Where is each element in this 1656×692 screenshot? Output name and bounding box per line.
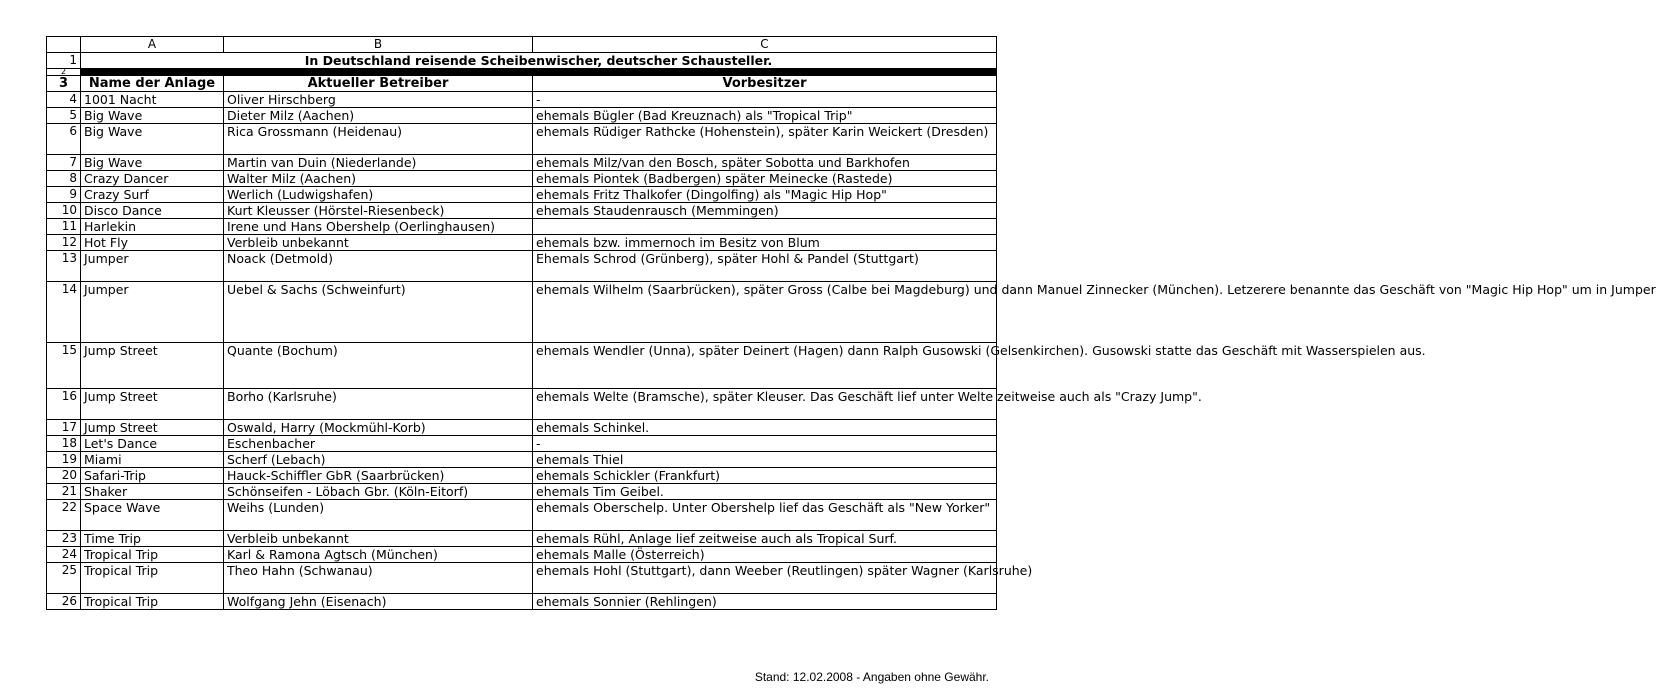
- operator-cell[interactable]: Borho (Karlsruhe): [224, 389, 533, 420]
- row-number[interactable]: 23: [47, 531, 81, 547]
- row-number[interactable]: 13: [47, 251, 81, 282]
- operator-cell[interactable]: Hauck-Schiffler GbR (Saarbrücken): [224, 468, 533, 484]
- previous-owner-cell[interactable]: ehemals Oberschelp. Unter Obershelp lief das Geschäft als "New Yorker": [533, 500, 997, 531]
- corner-cell[interactable]: [47, 37, 81, 53]
- name-cell[interactable]: Disco Dance: [81, 203, 224, 219]
- operator-cell[interactable]: Karl & Ramona Agtsch (München): [224, 547, 533, 563]
- operator-cell[interactable]: Schönseifen - Löbach Gbr. (Köln-Eitorf): [224, 484, 533, 500]
- column-header-a[interactable]: A: [81, 37, 224, 53]
- table-row: [47, 594, 997, 610]
- previous-owner-cell[interactable]: ehemals Welte (Bramsche), später Kleuser. Das Geschäft lief unter Welte zeitweise auch als "Crazy Jump".: [533, 389, 997, 420]
- previous-owner-cell[interactable]: ehemals Milz/van den Bosch, später Sobotta und Barkhofen: [533, 155, 997, 171]
- operator-cell[interactable]: Walter Milz (Aachen): [224, 171, 533, 187]
- previous-owner-cell[interactable]: ehemals Wendler (Unna), später Deinert (Hagen) dann Ralph Gusowski (Gelsenkirchen). Gusowski statte das Geschäft mit Wasserspielen aus.: [533, 343, 997, 389]
- operator-cell[interactable]: Scherf (Lebach): [224, 452, 533, 468]
- previous-owner-cell[interactable]: ehemals Schickler (Frankfurt): [533, 468, 997, 484]
- name-cell[interactable]: Crazy Surf: [81, 187, 224, 203]
- row-number[interactable]: 6: [47, 124, 81, 155]
- row-number[interactable]: 10: [47, 203, 81, 219]
- row-number[interactable]: 12: [47, 235, 81, 251]
- table-header-row: [47, 76, 997, 92]
- previous-owner-cell[interactable]: ehemals Tim Geibel.: [533, 484, 997, 500]
- row-number[interactable]: 4: [47, 92, 81, 108]
- row-number[interactable]: 16: [47, 389, 81, 420]
- previous-owner-cell[interactable]: ehemals Thiel: [533, 452, 997, 468]
- table-row: [47, 155, 997, 171]
- previous-owner-cell[interactable]: -: [533, 92, 997, 108]
- name-cell[interactable]: Miami: [81, 452, 224, 468]
- table-row: [47, 235, 997, 251]
- row-number[interactable]: 22: [47, 500, 81, 531]
- name-cell[interactable]: Time Trip: [81, 531, 224, 547]
- operator-cell[interactable]: Rica Grossmann (Heidenau): [224, 124, 533, 155]
- name-cell[interactable]: Crazy Dancer: [81, 171, 224, 187]
- name-cell[interactable]: Hot Fly: [81, 235, 224, 251]
- table-row: [47, 203, 997, 219]
- column-header-row: [47, 37, 997, 53]
- previous-owner-cell[interactable]: -: [533, 436, 997, 452]
- operator-cell[interactable]: Eschenbacher: [224, 436, 533, 452]
- header-operator-cell[interactable]: Aktueller Betreiber: [224, 76, 533, 92]
- name-cell[interactable]: Tropical Trip: [81, 594, 224, 610]
- row-number[interactable]: 3: [47, 76, 81, 92]
- header-name-cell[interactable]: Name der Anlage: [81, 76, 224, 92]
- operator-cell[interactable]: Martin van Duin (Niederlande): [224, 155, 533, 171]
- name-cell[interactable]: Jump Street: [81, 389, 224, 420]
- row-number[interactable]: 14: [47, 282, 81, 343]
- previous-owner-cell[interactable]: ehemals Rüdiger Rathcke (Hohenstein), später Karin Weickert (Dresden): [533, 124, 997, 155]
- sheet-title[interactable]: In Deutschland reisende Scheibenwischer, deutscher Schausteller.: [81, 53, 997, 69]
- name-cell[interactable]: Safari-Trip: [81, 468, 224, 484]
- row-number[interactable]: 25: [47, 563, 81, 594]
- spreadsheet-table: [46, 36, 1656, 610]
- table-row: [47, 219, 997, 235]
- operator-cell[interactable]: Werlich (Ludwigshafen): [224, 187, 533, 203]
- row-number[interactable]: 26: [47, 594, 81, 610]
- column-header-b[interactable]: B: [224, 37, 533, 53]
- operator-cell[interactable]: Noack (Detmold): [224, 251, 533, 282]
- name-cell[interactable]: Big Wave: [81, 155, 224, 171]
- row-number[interactable]: 24: [47, 547, 81, 563]
- row-number[interactable]: 20: [47, 468, 81, 484]
- table-row: [47, 563, 997, 594]
- previous-owner-cell[interactable]: ehemals Bügler (Bad Kreuznach) als "Tropical Trip": [533, 108, 997, 124]
- operator-cell[interactable]: Verbleib unbekannt: [224, 235, 533, 251]
- name-cell[interactable]: Big Wave: [81, 124, 224, 155]
- operator-cell[interactable]: Oswald, Harry (Mockmühl-Korb): [224, 420, 533, 436]
- operator-cell[interactable]: Irene und Hans Obershelp (Oerlinghausen): [224, 219, 533, 235]
- table-row: [47, 500, 997, 531]
- table-row: [47, 124, 997, 155]
- previous-owner-cell[interactable]: ehemals bzw. immernoch im Besitz von Blum: [533, 235, 997, 251]
- name-cell[interactable]: Harlekin: [81, 219, 224, 235]
- column-header-c[interactable]: C: [533, 37, 997, 53]
- row-number[interactable]: 8: [47, 171, 81, 187]
- previous-owner-cell[interactable]: ehemals Fritz Thalkofer (Dingolfing) als "Magic Hip Hop": [533, 187, 997, 203]
- previous-owner-cell[interactable]: ehemals Wilhelm (Saarbrücken), später Gross (Calbe bei Magdeburg) und dann Manuel Zinnecker (München). Letzerere benannte das Geschäft von "Magic Hip Hop" um in Jumper: [533, 282, 997, 343]
- table-row: [47, 547, 997, 563]
- table-row: [47, 531, 997, 547]
- operator-cell[interactable]: Verbleib unbekannt: [224, 531, 533, 547]
- table-row: [47, 452, 997, 468]
- row-number[interactable]: 5: [47, 108, 81, 124]
- name-cell[interactable]: Jump Street: [81, 343, 224, 389]
- spacer-row: [47, 69, 997, 76]
- name-cell[interactable]: Shaker: [81, 484, 224, 500]
- table-row: [47, 171, 997, 187]
- name-cell[interactable]: Tropical Trip: [81, 563, 224, 594]
- footer-note: Stand: 12.02.2008 - Angaben ohne Gewähr.: [754, 670, 989, 684]
- name-cell[interactable]: Jump Street: [81, 420, 224, 436]
- previous-owner-cell[interactable]: ehemals Piontek (Badbergen) später Meinecke (Rastede): [533, 171, 997, 187]
- black-band: [81, 69, 997, 76]
- row-number[interactable]: 9: [47, 187, 81, 203]
- operator-cell[interactable]: Wolfgang Jehn (Eisenach): [224, 594, 533, 610]
- name-cell[interactable]: Jumper: [81, 282, 224, 343]
- table-row: [47, 389, 997, 420]
- table-row: [47, 420, 997, 436]
- operator-cell[interactable]: Dieter Milz (Aachen): [224, 108, 533, 124]
- operator-cell[interactable]: Weihs (Lunden): [224, 500, 533, 531]
- name-cell[interactable]: Big Wave: [81, 108, 224, 124]
- table-row: [47, 251, 997, 282]
- table-row: [47, 468, 997, 484]
- previous-owner-cell[interactable]: ehemals Staudenrausch (Memmingen): [533, 203, 997, 219]
- table-row: [47, 187, 997, 203]
- table-row: [47, 108, 997, 124]
- title-row: [47, 53, 997, 69]
- row-number[interactable]: 15: [47, 343, 81, 389]
- row-number[interactable]: 18: [47, 436, 81, 452]
- table-row: [47, 343, 997, 389]
- name-cell[interactable]: Jumper: [81, 251, 224, 282]
- previous-owner-cell[interactable]: Ehemals Schrod (Grünberg), später Hohl & Pandel (Stuttgart): [533, 251, 997, 282]
- name-cell[interactable]: Let's Dance: [81, 436, 224, 452]
- row-number[interactable]: 17: [47, 420, 81, 436]
- previous-owner-cell[interactable]: ehemals Sonnier (Rehlingen): [533, 594, 997, 610]
- previous-owner-cell[interactable]: ehemals Hohl (Stuttgart), dann Weeber (Reutlingen) später Wagner (Karlsruhe): [533, 563, 997, 594]
- table-row: [47, 436, 997, 452]
- row-number[interactable]: 19: [47, 452, 81, 468]
- row-number[interactable]: 7: [47, 155, 81, 171]
- table-row: [47, 282, 997, 343]
- header-previous-cell[interactable]: Vorbesitzer: [533, 76, 997, 92]
- previous-owner-cell[interactable]: ehemals Malle (Österreich): [533, 547, 997, 563]
- previous-owner-cell[interactable]: [533, 219, 997, 235]
- table-row: [47, 92, 997, 108]
- name-cell[interactable]: Space Wave: [81, 500, 224, 531]
- row-number[interactable]: 2: [47, 69, 81, 76]
- row-number[interactable]: 1: [47, 53, 81, 69]
- row-number[interactable]: 21: [47, 484, 81, 500]
- row-number[interactable]: 11: [47, 219, 81, 235]
- table-row: [47, 484, 997, 500]
- name-cell[interactable]: Tropical Trip: [81, 547, 224, 563]
- operator-cell[interactable]: Oliver Hirschberg: [224, 92, 533, 108]
- operator-cell[interactable]: Quante (Bochum): [224, 343, 533, 389]
- previous-owner-cell[interactable]: ehemals Rühl, Anlage lief zeitweise auch als Tropical Surf.: [533, 531, 997, 547]
- previous-owner-cell[interactable]: ehemals Schinkel.: [533, 420, 997, 436]
- operator-cell[interactable]: Kurt Kleusser (Hörstel-Riesenbeck): [224, 203, 533, 219]
- operator-cell[interactable]: Uebel & Sachs (Schweinfurt): [224, 282, 533, 343]
- operator-cell[interactable]: Theo Hahn (Schwanau): [224, 563, 533, 594]
- name-cell[interactable]: 1001 Nacht: [81, 92, 224, 108]
